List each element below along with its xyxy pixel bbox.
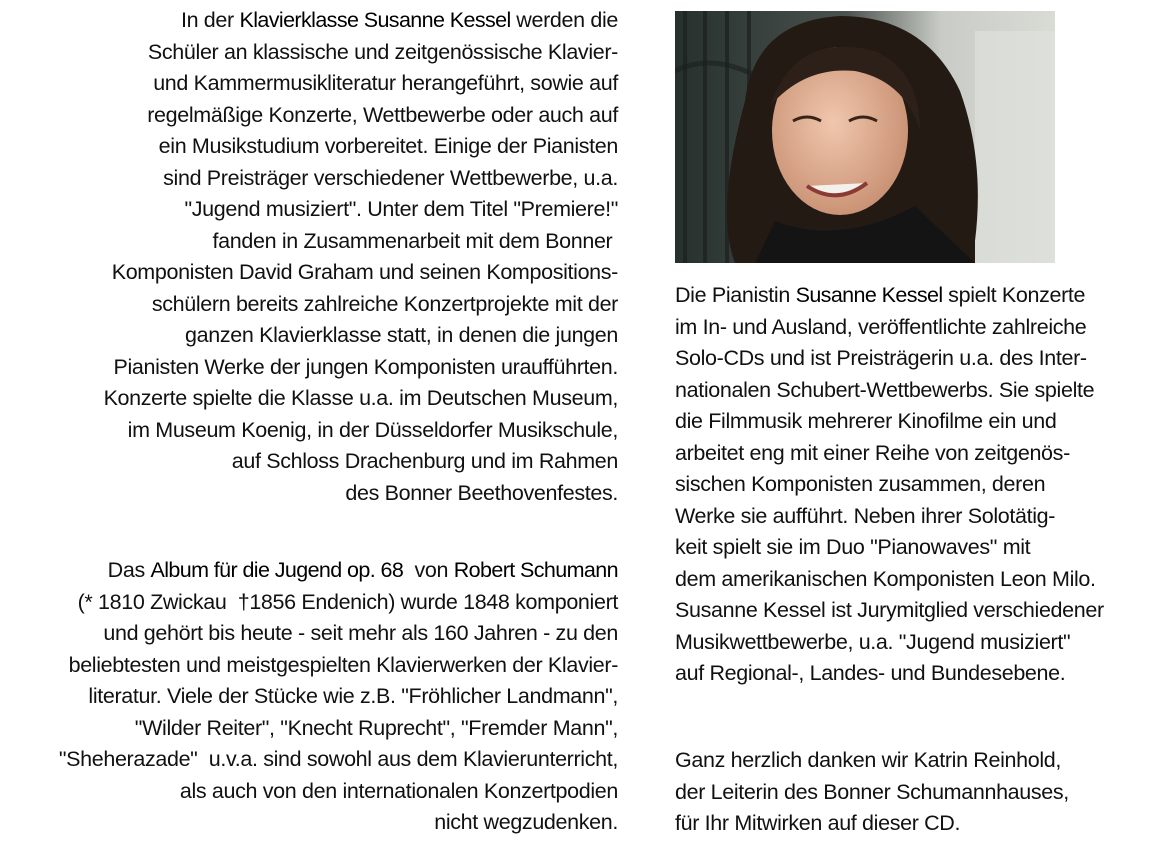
text-line	[675, 406, 1155, 438]
text-run: im Museum Koenig, in der Düsseldorfer Musikschule,	[127, 417, 618, 442]
text-run: auf Schloss Drachenburg und im Rahmen	[231, 449, 618, 473]
text-line	[0, 131, 618, 163]
text-line	[0, 163, 618, 195]
acknowledgement-paragraph	[675, 745, 1155, 840]
text-run: von	[403, 558, 454, 582]
emphasized-text: Klavierklasse Susanne Kessel	[239, 8, 511, 32]
text-line	[0, 37, 618, 69]
text-line	[675, 438, 1155, 470]
text-line	[0, 289, 618, 321]
text-line	[0, 320, 618, 352]
text-run: die Filmmusik mehrerer Kinofilme ein und	[675, 409, 1057, 433]
text-line	[0, 194, 618, 226]
text-run: auf Regional-, Landes- und Bundesebene.	[675, 661, 1066, 685]
text-line	[0, 352, 618, 384]
text-line	[0, 555, 618, 587]
text-line	[675, 595, 1155, 627]
text-run: als auch von den internationalen Konzertpodien	[179, 778, 618, 803]
text-run: werden die	[510, 8, 618, 32]
text-run: spielt Konzerte	[942, 283, 1086, 307]
text-run: Musikwettbewerbe, u.a. "Jugend musiziert"	[675, 629, 1071, 654]
text-run: für Ihr Mitwirken auf dieser CD.	[675, 811, 961, 835]
text-run: ein Musikstudium vorbereitet. Einige der Pianisten	[158, 134, 618, 158]
text-run: des Bonner Beethovenfestes.	[345, 480, 618, 505]
text-run: (* 1810 Zwickau †1856 Endenich) wurde 1848 komponiert	[77, 589, 618, 614]
text-run: nicht wegzudenken.	[434, 810, 618, 834]
text-run: regelmäßige Konzerte, Wettbewerbe oder auch auf	[147, 102, 618, 127]
text-line	[675, 808, 1155, 840]
emphasized-text: Album für die Jugend op. 68	[150, 558, 404, 582]
text-run: fanden in Zusammenarbeit mit dem Bonner	[212, 228, 618, 253]
text-run: Werke sie aufführt. Neben ihrer Solotätig-	[675, 503, 1056, 528]
text-run: der Leiterin des Bonner Schumannhauses,	[675, 779, 1069, 804]
text-run: schülern bereits zahlreiche Konzertprojekte mit der	[151, 291, 618, 316]
text-run: literatur. Viele der Stücke wie z.B. "Fröhlicher Landmann",	[88, 684, 618, 708]
text-run: keit spielt sie im Duo "Pianowaves" mit	[675, 535, 1031, 559]
text-run: im In- und Ausland, veröffentlichte zahlreiche	[675, 314, 1087, 339]
text-line	[675, 745, 1155, 777]
text-run: und gehört bis heute - seit mehr als 160 Jahren - zu den	[103, 621, 618, 645]
text-line	[0, 650, 618, 682]
text-run: Komponisten David Graham und seinen Kompositions-	[111, 260, 618, 284]
text-run: Das	[107, 558, 151, 582]
text-run: und Kammermusikliteratur herangeführt, sowie auf	[153, 71, 618, 95]
text-line	[0, 618, 618, 650]
album-description-paragraph	[0, 555, 618, 839]
text-run: sind Preisträger verschiedener Wettbewerbe, u.a.	[163, 165, 618, 190]
text-line	[675, 312, 1155, 344]
text-line	[0, 681, 618, 713]
text-run: "Jugend musiziert". Unter dem Titel "Premiere!"	[184, 197, 618, 221]
text-line	[0, 5, 618, 37]
text-line	[675, 658, 1155, 690]
text-line	[0, 478, 618, 510]
text-line	[0, 446, 618, 478]
text-run: arbeitet eng mit einer Reihe von zeitgenös-	[675, 440, 1070, 465]
schumann-class-paragraph	[0, 5, 618, 509]
text-line	[0, 100, 618, 132]
text-line	[675, 627, 1155, 659]
text-line	[675, 375, 1155, 407]
emphasized-text: Robert Schumann	[453, 558, 618, 582]
text-line	[675, 532, 1155, 564]
text-line	[675, 564, 1155, 596]
text-line	[0, 587, 618, 619]
text-line	[675, 501, 1155, 533]
text-run: "Wilder Reiter", "Knecht Ruprecht", "Fremder Mann",	[134, 715, 618, 740]
text-line	[0, 776, 618, 808]
text-line	[0, 744, 618, 776]
text-line	[0, 68, 618, 100]
text-line	[0, 383, 618, 415]
text-run: nationalen Schubert-Wettbewerbs. Sie spielte	[675, 377, 1095, 402]
text-line	[0, 807, 618, 839]
text-run: Susanne Kessel ist Jurymitglied verschiedener	[675, 598, 1104, 622]
text-line	[675, 777, 1155, 809]
text-line	[0, 415, 618, 447]
text-run: beliebtesten und meistgespielten Klavierwerken der Klavier-	[68, 652, 618, 677]
text-line	[675, 343, 1155, 375]
text-line	[675, 469, 1155, 501]
text-run: In der	[180, 8, 240, 32]
text-run: dem amerikanischen Komponisten Leon Milo.	[675, 566, 1096, 591]
text-run: sischen Komponisten zusammen, deren	[675, 472, 1046, 496]
text-run: Schüler an klassische und zeitgenössische Klavier-	[147, 39, 618, 64]
text-run: Pianisten Werke der jungen Komponisten uraufführten.	[113, 354, 618, 379]
text-run: Konzerte spielte die Klasse u.a. im Deutschen Museum,	[103, 386, 618, 410]
text-line	[0, 226, 618, 258]
text-line	[0, 713, 618, 745]
emphasized-text: Susanne Kessel	[795, 283, 943, 307]
text-run: Ganz herzlich danken wir Katrin Reinhold,	[675, 748, 1061, 772]
text-run: Die Pianistin	[675, 283, 796, 307]
text-line	[675, 280, 1155, 312]
text-line	[0, 257, 618, 289]
portrait-photo	[675, 11, 1055, 263]
text-run: ganzen Klavierklasse statt, in denen die jungen	[185, 323, 618, 347]
text-run: Solo-CDs und ist Preisträgerin u.a. des Inter-	[675, 346, 1087, 370]
text-run: "Sheherazade" u.v.a. sind sowohl aus dem Klavierunterricht,	[58, 747, 618, 771]
pianist-bio-paragraph	[675, 280, 1155, 690]
